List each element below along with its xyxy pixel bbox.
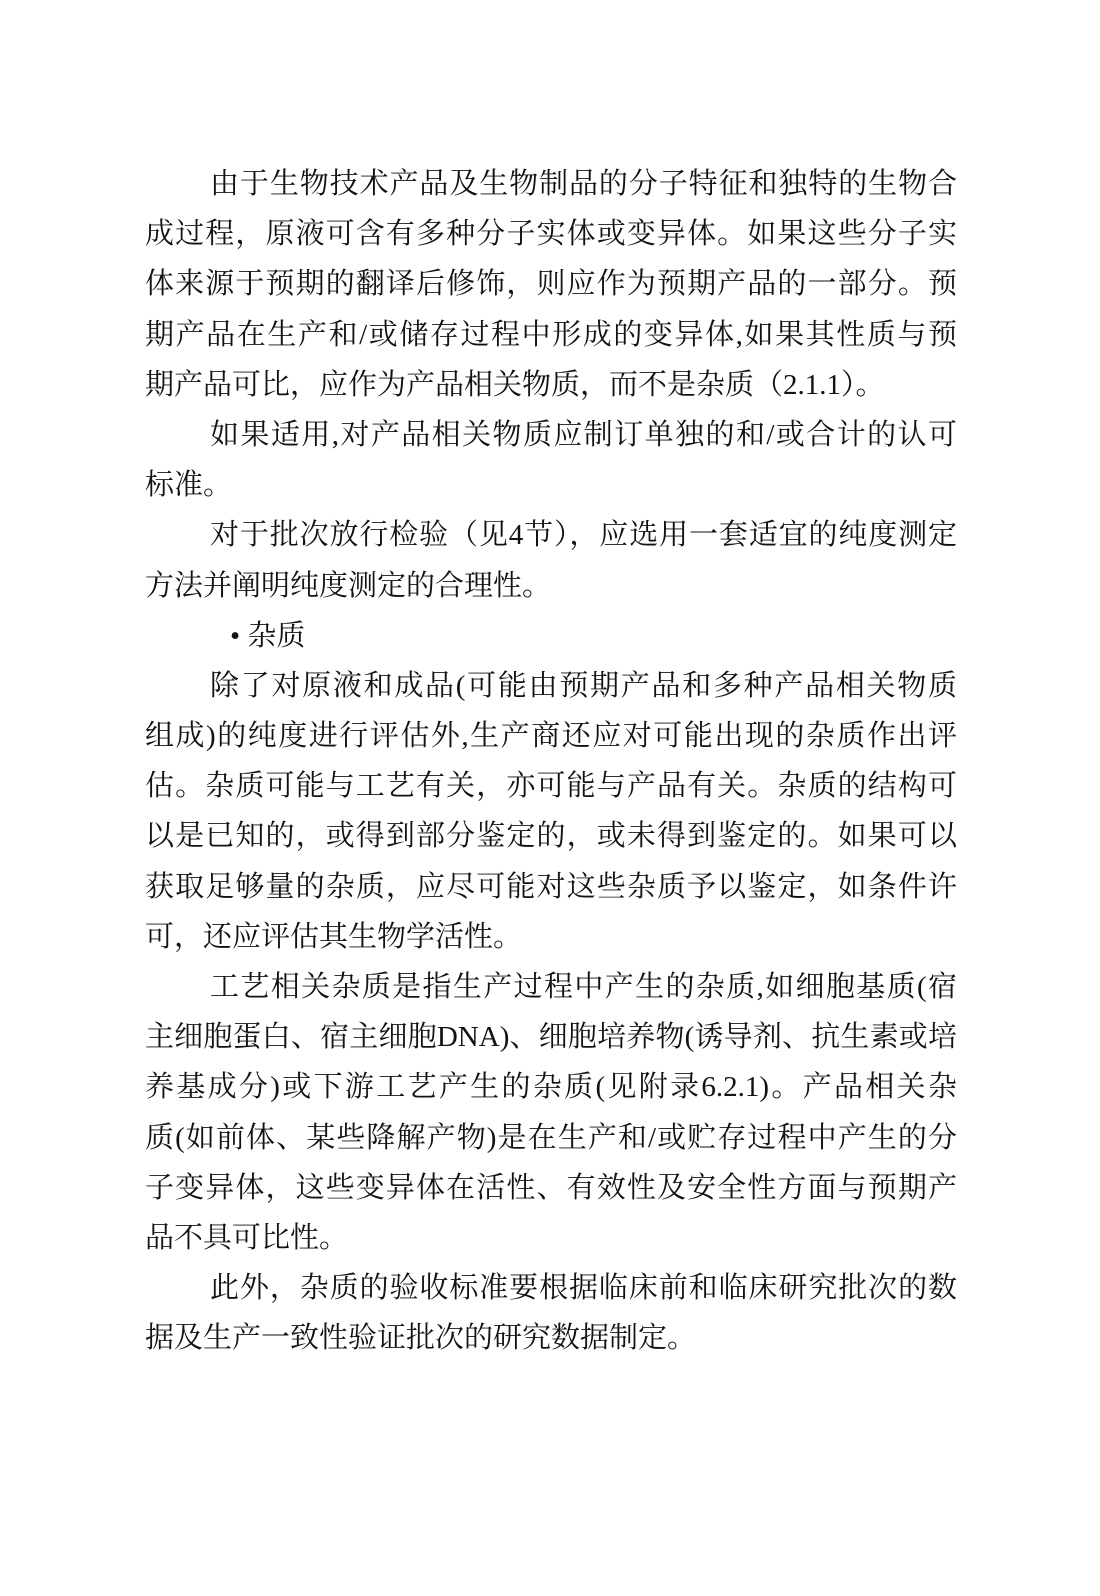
text-line: 据及生产一致性验证批次的研究数据制定。 <box>145 1322 697 1355</box>
text-line: 主细胞蛋白、宿主细胞DNA)、细胞培养物(诱导剂、抗生素或培 <box>145 1021 957 1054</box>
text-line: 养基成分)或下游工艺产生的杂质(见附录6.2.1)。产品相关杂 <box>145 1071 957 1104</box>
text-line: 工艺相关杂质是指生产过程中产生的杂质,如细胞基质(宿 <box>210 971 957 1003</box>
text-line: 期产品在生产和/或储存过程中形成的变异体,如果其性质与预 <box>145 318 957 351</box>
text-line: 估。杂质可能与工艺有关，亦可能与产品有关。杂质的结构可 <box>145 770 957 803</box>
text-line: 子变异体，这些变异体在活性、有效性及安全性方面与预期产 <box>145 1171 957 1204</box>
text-line: 组成)的纯度进行评估外,生产商还应对可能出现的杂质作出评 <box>145 720 957 753</box>
text-line: 此外，杂质的验收标准要根据临床前和临床研究批次的数 <box>210 1272 957 1305</box>
text-line: 获取足够量的杂质，应尽可能对这些杂质予以鉴定，如条件许 <box>145 870 957 903</box>
bullet-list-item: • 杂质 <box>230 619 306 652</box>
text-line: 以是已知的，或得到部分鉴定的，或未得到鉴定的。如果可以 <box>145 820 957 853</box>
text-line: 方法并阐明纯度测定的合理性。 <box>145 569 552 602</box>
text-line: 质(如前体、某些降解产物)是在生产和/或贮存过程中产生的分 <box>145 1121 957 1154</box>
text-line: 由于生物技术产品及生物制品的分子特征和独特的生物合 <box>210 168 957 200</box>
text-line: 除了对原液和成品(可能由预期产品和多种产品相关物质 <box>210 669 957 702</box>
text-line: 品不具可比性。 <box>145 1221 349 1254</box>
text-line: 如果适用,对产品相关物质应制订单独的和/或合计的认可 <box>210 418 957 451</box>
text-line: 体来源于预期的翻译后修饰，则应作为预期产品的一部分。预 <box>145 268 957 301</box>
text-line: 成过程，原液可含有多种分子实体或变异体。如果这些分子实 <box>145 218 957 251</box>
text-line: 可，还应评估其生物学活性。 <box>145 920 523 953</box>
text-line: 对于批次放行检验（见4节），应选用一套适宜的纯度测定 <box>210 519 957 552</box>
text-line: 期产品可比，应作为产品相关物质，而不是杂质（2.1.1）。 <box>145 368 885 401</box>
text-line: 标准。 <box>145 469 233 502</box>
text-block <box>145 159 957 1364</box>
